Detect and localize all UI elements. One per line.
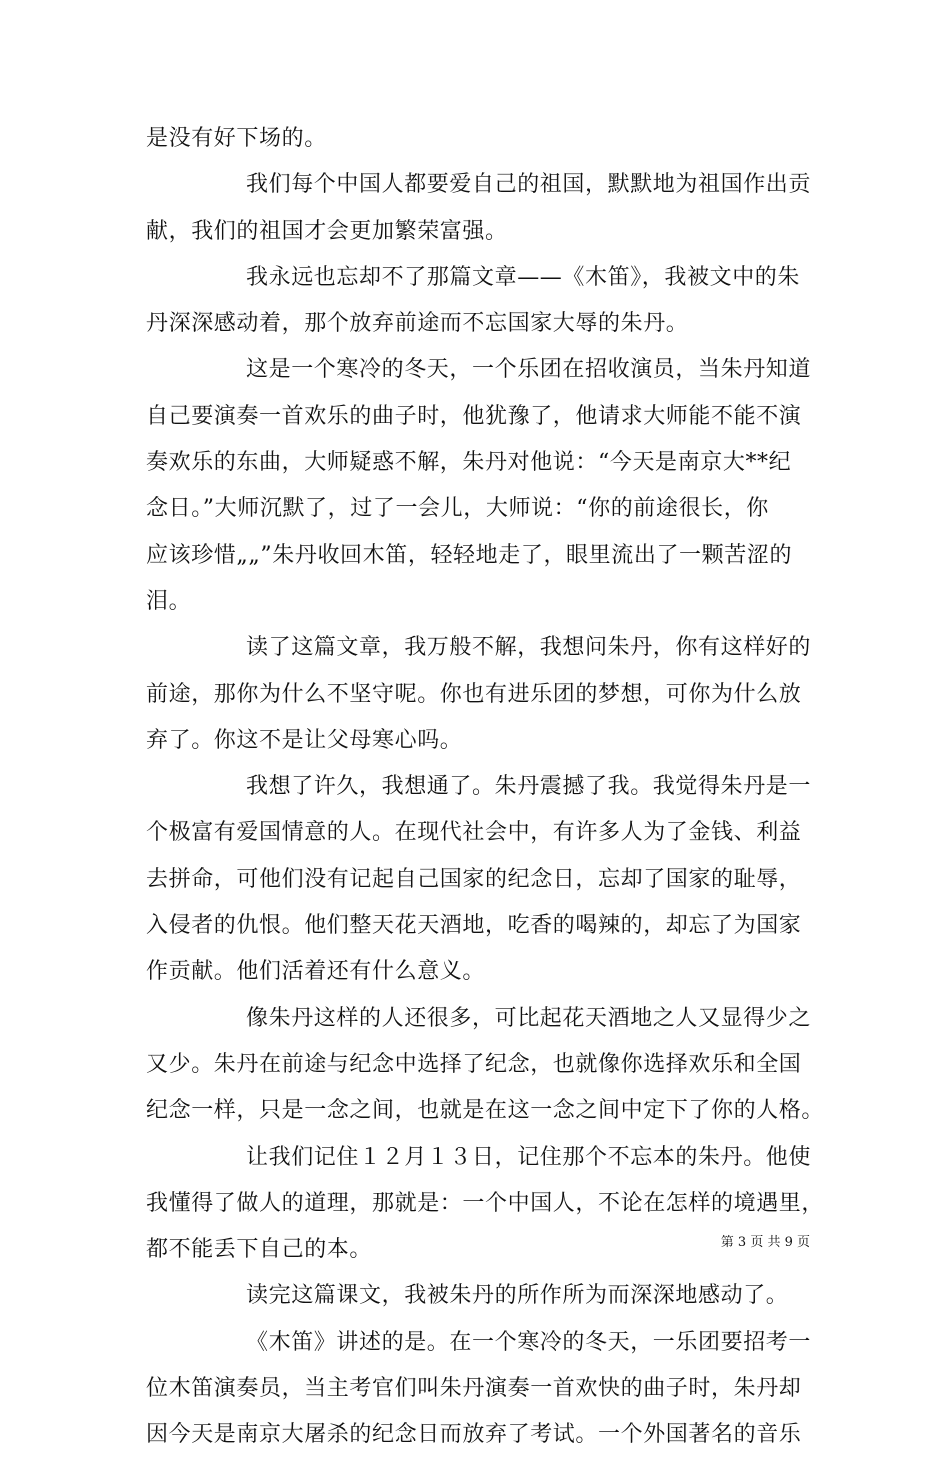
text-line: 个极富有爱国情意的人。在现代社会中，有许多人为了金钱、利益 xyxy=(146,820,802,846)
text-line: 自己要演奏一首欢乐的曲子时，他犹豫了，他请求大师能不能不演 xyxy=(146,403,802,429)
text-line: 又少。朱丹在前途与纪念中选择了纪念，也就像你选择欢乐和全国 xyxy=(146,1051,802,1077)
paragraph-first-line: 我们每个中国人都要爱自己的祖国，默默地为祖国作出贡 xyxy=(246,172,812,198)
text-line: 入侵者的仇恨。他们整天花天酒地，吃香的喝辣的，却忘了为国家 xyxy=(146,913,802,939)
text-line: 弃了。你这不是让父母寒心吗。 xyxy=(146,727,463,753)
paragraph-first-line: 这是一个寒冷的冬天，一个乐团在招收演员，当朱丹知道 xyxy=(246,357,812,383)
text-line: 作贡献。他们活着还有什么意义。 xyxy=(146,959,486,985)
body-text xyxy=(146,116,825,1459)
text-line: 我懂得了做人的道理，那就是：一个中国人，不论在怎样的境遇里， xyxy=(146,1190,825,1216)
text-line: 念日。”大师沉默了，过了一会儿，大师说：“你的前途很长，你 xyxy=(146,496,769,522)
text-line: 前途，那你为什么不坚守呢。你也有进乐团的梦想，可你为什么放 xyxy=(146,681,802,707)
text-line: 奏欢乐的东曲，大师疑惑不解，朱丹对他说：“今天是南京大**纪 xyxy=(146,450,792,476)
text-line: 都不能丢下自己的本。 xyxy=(146,1237,373,1263)
paragraph-first-line: 我永远也忘却不了那篇文章——《木笛》，我被文中的朱 xyxy=(246,264,801,290)
text-line: 泪。 xyxy=(146,588,192,614)
paragraph-first-line: 读了这篇文章，我万般不解，我想问朱丹，你有这样好的 xyxy=(246,635,812,661)
paragraph-first-line: 我想了许久，我想通了。朱丹震撼了我。我觉得朱丹是一 xyxy=(246,774,812,800)
text-line: 去拼命，可他们没有记起自己国家的纪念日，忘却了国家的耻辱， xyxy=(146,866,802,892)
page-number: 第 3 页 共 9 页 xyxy=(720,1235,810,1250)
text-line: 献，我们的祖国才会更加繁荣富强。 xyxy=(146,218,508,244)
text-line: 纪念一样，只是一念之间，也就是在这一念之间中定下了你的人格。 xyxy=(146,1098,825,1124)
paragraph-first-line: 让我们记住１２月１３日，记住那个不忘本的朱丹。他使 xyxy=(246,1144,812,1170)
paragraph-first-line: 《木笛》讲述的是。在一个寒冷的冬天，一乐团要招考一 xyxy=(246,1329,812,1355)
text-line: 是没有好下场的。 xyxy=(146,126,327,151)
text-line: 因今天是南京大屠杀的纪念日而放弃了考试。一个外国著名的音乐 xyxy=(146,1422,802,1448)
paragraph-first-line: 读完这篇课文，我被朱丹的所作所为而深深地感动了。 xyxy=(246,1283,789,1309)
text-line: 位木笛演奏员，当主考官们叫朱丹演奏一首欢快的曲子时，朱丹却 xyxy=(146,1376,802,1402)
text-line: 应该珍惜„„”朱丹收回木笛，轻轻地走了，眼里流出了一颗苦涩的 xyxy=(146,542,793,568)
paragraph-first-line: 像朱丹这样的人还很多，可比起花天酒地之人又显得少之 xyxy=(246,1005,812,1031)
text-line: 丹深深感动着，那个放弃前途而不忘国家大辱的朱丹。 xyxy=(146,311,689,337)
